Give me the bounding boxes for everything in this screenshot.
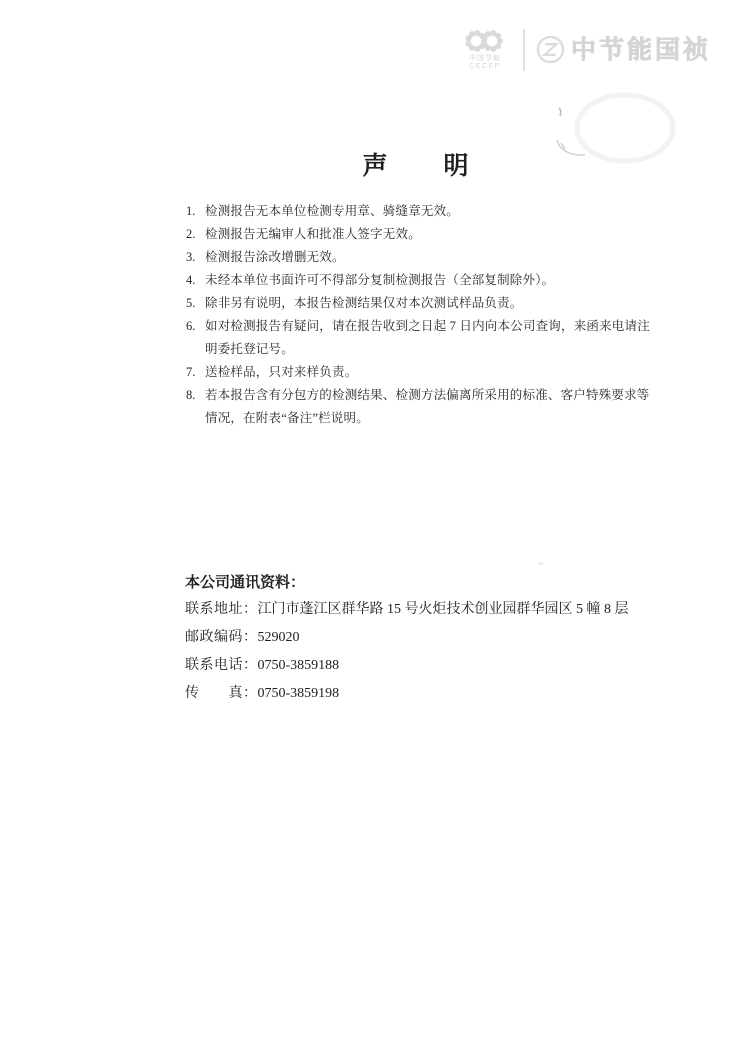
- scan-speck: [538, 562, 543, 565]
- contact-label: 联系电话：: [185, 658, 258, 673]
- statement-number: 1.: [186, 204, 196, 218]
- statement-number: 8.: [186, 388, 196, 402]
- statement-item: [186, 361, 654, 384]
- statement-item: [186, 384, 654, 430]
- statement-number: 6.: [186, 319, 196, 333]
- contact-line-fax: [185, 685, 665, 702]
- contact-heading: 本公司通讯资料：: [185, 575, 306, 591]
- statement-text: 检测报告涂改增删无效。: [205, 250, 345, 264]
- statement-item: [186, 315, 654, 361]
- statement-text: 未经本单位书面许可不得部分复制检测报告（全部复制除外）。: [205, 273, 555, 287]
- statement-number: 4.: [186, 273, 196, 287]
- statement-number: 3.: [186, 250, 196, 264]
- brand-wordmark: 中节能国祯: [570, 35, 711, 64]
- statement-text: 检测报告无编审人和批准人签字无效。: [205, 227, 421, 241]
- contact-section: [185, 574, 665, 713]
- statement-item: [186, 269, 654, 292]
- letterhead: [457, 28, 711, 71]
- contact-label: 联系地址：: [185, 602, 258, 617]
- contact-value: 529020: [257, 630, 300, 645]
- contact-line-address: [185, 601, 665, 618]
- statement-item: [186, 223, 654, 246]
- statement-item: [186, 200, 654, 223]
- statement-text: 检测报告无本单位检测专用章、骑缝章无效。: [205, 204, 460, 218]
- statement-text: 若本报告含有分包方的检测结果、检测方法偏离所采用的标准、客户特殊要求等情况，在附表“备注”栏说明。: [205, 388, 650, 425]
- brand-logo: [535, 34, 711, 65]
- cecep-logo-en-label: CECEP: [469, 63, 501, 70]
- contact-label: 传 真：: [185, 686, 258, 701]
- contact-label: 邮政编码：: [185, 630, 258, 645]
- statement-item: [186, 246, 654, 269]
- statement-number: 2.: [186, 227, 196, 241]
- statement-text: 除非另有说明，本报告检测结果仅对本次测试样品负责。: [205, 296, 523, 310]
- statement-number: 7.: [186, 365, 196, 379]
- statement-text: 送检样品，只对来样负责。: [205, 365, 358, 379]
- cecep-logo-cn-label: 中国节能: [468, 55, 501, 62]
- statement-number: 5.: [186, 296, 196, 310]
- cecep-logo: [457, 28, 513, 71]
- contact-value: 0750-3859188: [257, 658, 340, 673]
- cecep-flower-icon: [463, 28, 507, 55]
- statement-list: [186, 200, 654, 430]
- contact-line-phone: [185, 657, 665, 674]
- contact-value: 江门市蓬江区群华路 15 号火炬技术创业园群华园区 5 幢 8 层: [257, 602, 629, 617]
- logo-divider: [523, 29, 525, 71]
- circle-z-icon: [535, 34, 566, 65]
- contact-value: 0750-3859198: [257, 686, 340, 701]
- statement-text: 如对检测报告有疑问，请在报告收到之日起 7 日内向本公司查询，来函来电请注明委托登记号。: [205, 319, 650, 356]
- page-title: 声 明: [362, 153, 471, 180]
- contact-line-postcode: [185, 629, 665, 646]
- statement-item: [186, 292, 654, 315]
